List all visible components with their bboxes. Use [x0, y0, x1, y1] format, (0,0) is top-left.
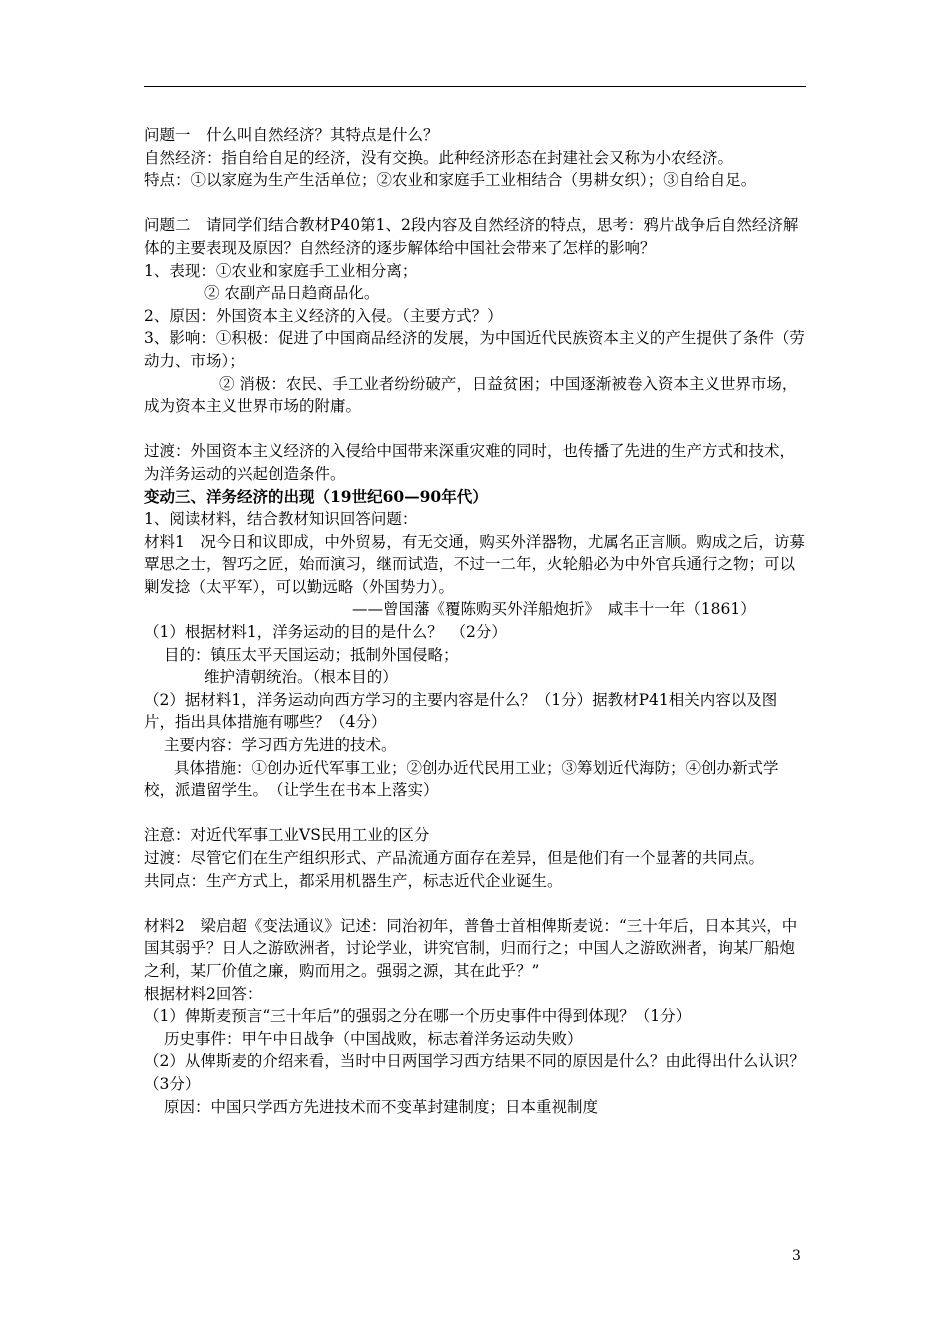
text-line: 共同点：生产方式上，都采用机器生产，标志近代企业诞生。	[144, 871, 563, 890]
text-line: （2）从俾斯麦的介绍来看，当时中日两国学习西方结果不同的原因是什么？由此得出什么认识？（3分）	[144, 1052, 805, 1093]
text-line: 自然经济：指自给自足的经济，没有交换。此种经济形态在封建社会又称为小农经济。	[144, 148, 734, 167]
blank-line	[144, 802, 808, 825]
blank-line	[144, 192, 808, 215]
text-line: 问题一 什么叫自然经济？其特点是什么？	[144, 126, 439, 144]
text-line: 目的：镇压太平天国运动；抵制外国侵略；	[164, 645, 459, 664]
text-line: ② 消极：农民、手工业者纷纷破产，日益贫困；中国逐渐被卷入资本主义世界市场，成为资本主义世界市场的附庸。	[144, 374, 798, 416]
text-line: （2）据材料1，洋务运动向西方学习的主要内容是什么？（1分）据教材P41相关内容以及图片，指出具体措施有哪些？（4分）	[144, 690, 778, 732]
text-line: 过渡：外国资本主义经济的入侵给中国带来深重灾难的同时，也传播了先进的生产方式和技术，为洋务运动的兴起创造条件。	[144, 442, 796, 483]
text-line: 1、阅读材料，结合教材知识回答问题：	[144, 510, 418, 529]
text-line: 2、原因：外国资本主义经济的入侵。（主要方式？）	[144, 306, 503, 325]
text-line: 材料2 梁启超《变法通议》记述：同治初年，普鲁士首相俾斯麦说：“三十年后，日本其兴，中国其弱乎？日人之游欧洲者，讨论学业，讲究官制，归而行之；中国人之游欧洲者，询某厂船炮之利，某厂价值之廉，购而用之。强弱之源，其在此乎？”	[144, 916, 798, 980]
text-line: ——曾国藩《覆陈购买外洋船炮折》 咸丰十一年（1861）	[352, 600, 756, 619]
text-line: 问题二 请同学们结合教材P40第1、2段内容及自然经济的特点，思考：鸦片战争后自然经济解体的主要表现及原因？自然经济的逐步解体给中国社会带来了怎样的影响？	[144, 216, 799, 257]
text-line: 材料1 况今日和议即成，中外贸易，有无交通，购买外洋器物，尤属名正言顺。购成之后，访募覃思之士，智巧之匠，始而演习，继而试造，不过一二年，火轮船必为中外官兵通行之物；可以剿发捻（太平军），可以勤远略（外国势力）。	[144, 532, 805, 596]
text-line: （1）根据材料1，洋务运动的目的是什么？ （2分）	[144, 623, 507, 642]
text-line: 1、表现：①农业和家庭手工业相分离；	[144, 261, 418, 280]
text-line: 具体措施：①创办近代军事工业；②创办近代民用工业；③筹划近代海防；④创办新式学校，派遣留学生。 （让学生在书本上落实）	[144, 758, 779, 800]
text-line: 变动三、洋务经济的出现（19世纪60—90年代）	[144, 486, 488, 506]
blank-line	[144, 892, 808, 915]
document-body	[144, 124, 808, 1118]
text-line: （1）俾斯麦预言“三十年后”的强弱之分在哪一个历史事件中得到体现？（1分）	[144, 1007, 692, 1026]
text-line: 维护清朝统治。（根本目的）	[204, 668, 398, 687]
text-line: 过渡：尽管它们在生产组织形式、产品流通方面存在差异，但是他们有一个显著的共同点。	[144, 849, 765, 867]
text-line: 3、影响：①积极：促进了中国商品经济的发展，为中国近代民族资本主义的产生提供了条件（劳动力、市场）；	[144, 329, 805, 370]
text-line: 注意：对近代军事工业VS民用工业的区分	[144, 826, 430, 845]
header-rule	[144, 86, 806, 87]
text-line: ② 农副产品日趋商品化。	[204, 284, 380, 303]
text-line: 原因：中国只学西方先进技术而不变革封建制度；日本重视制度	[164, 1097, 599, 1116]
blank-line	[144, 418, 808, 441]
page-number: 3	[792, 1248, 801, 1264]
text-line: 主要内容：学习西方先进的技术。	[164, 736, 397, 755]
text-line: 根据材料2回答：	[144, 984, 263, 1003]
text-line: 历史事件：甲午中日战争（中国战败，标志着洋务运动失败）	[164, 1029, 583, 1048]
text-line: 特点：①以家庭为生产生活单位；②农业和家庭手工业相结合（男耕女织）；③自给自足。	[144, 171, 757, 190]
